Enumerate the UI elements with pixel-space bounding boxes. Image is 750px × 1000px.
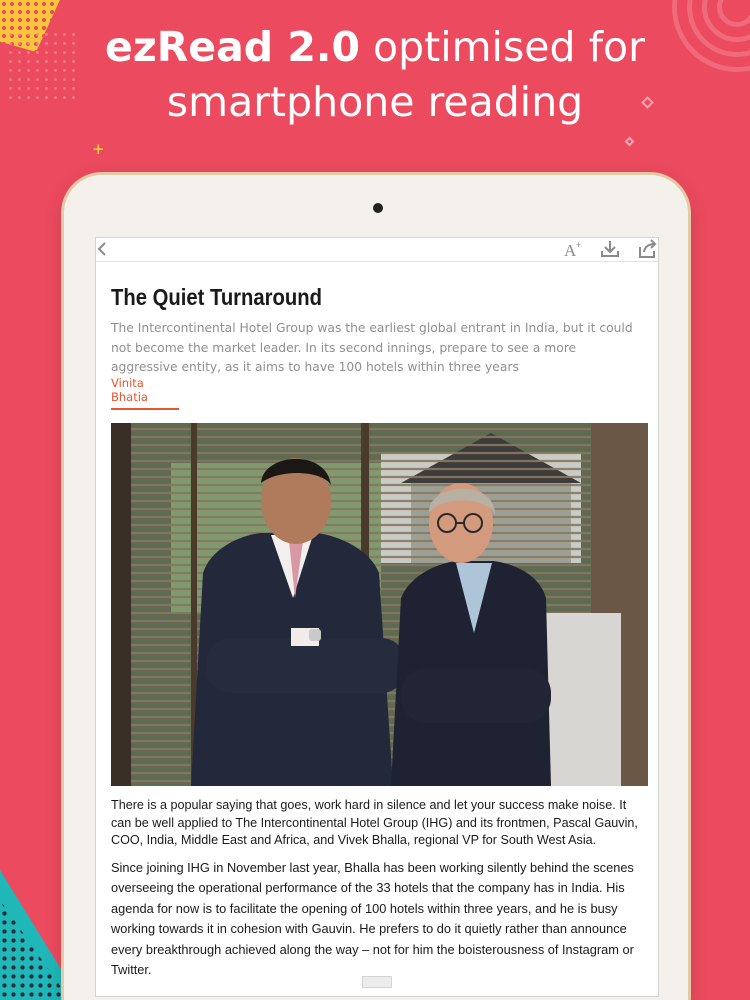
svg-text:A: A <box>564 241 577 259</box>
promo-headline <box>0 20 750 130</box>
article-photo <box>111 423 648 786</box>
camera-icon <box>373 203 383 213</box>
diamond-decoration <box>625 137 635 147</box>
scroll-handle[interactable] <box>362 976 392 988</box>
article-title: The Quiet Turnaround <box>111 284 323 310</box>
font-size-icon[interactable] <box>563 239 585 259</box>
dark-dot-decoration <box>0 900 70 1000</box>
share-icon[interactable] <box>638 239 658 259</box>
brand-name: ezRead 2.0 <box>105 23 360 71</box>
article-paragraph-1: There is a popular saying that goes, work hard in silence and let your success make noise. It can be well applied to The Intercontinental Hotel Group (IHG) and its frontmen, Pascal Gauvin, COO, India, Middle East and Africa, and Vivek Bhalla, regional VP for South West Asia. <box>111 798 638 847</box>
author-link[interactable]: Vinita Bhatia <box>111 376 179 410</box>
svg-text:+: + <box>576 240 582 250</box>
photo-illustration <box>111 423 648 786</box>
reader-toolbar <box>96 238 659 262</box>
headline-line-1 <box>0 20 750 75</box>
download-icon[interactable] <box>600 239 620 259</box>
article-paragraph-2: Since joining IHG in November last year, Bhalla has been working silently behind the scenes overseeing the operational performance of the 33 hotels that the company has in India. His agenda for now is to facilitate the opening of 100 hotels within three years, and he is busy working towards it in cohesion with Gauvin. He prefers to do it quietly rather than announce every breakthrough achieved along the way – not for him the boisterousness of Instagram or Twitter. <box>111 860 634 978</box>
plus-decoration: + <box>92 140 105 158</box>
tagline-part-1: optimised for <box>360 23 645 71</box>
article-summary: The Intercontinental Hotel Group was the earliest global entrant in India, but it could not become the market leader. In its second innings, prepare to see a more aggressive entity, as it aims to have 100 hotels within three years <box>111 321 633 374</box>
tagline-part-2: smartphone reading <box>166 78 584 126</box>
tablet-device <box>64 175 688 1000</box>
back-chevron-icon[interactable] <box>96 240 110 258</box>
reader-screen[interactable] <box>95 237 659 997</box>
